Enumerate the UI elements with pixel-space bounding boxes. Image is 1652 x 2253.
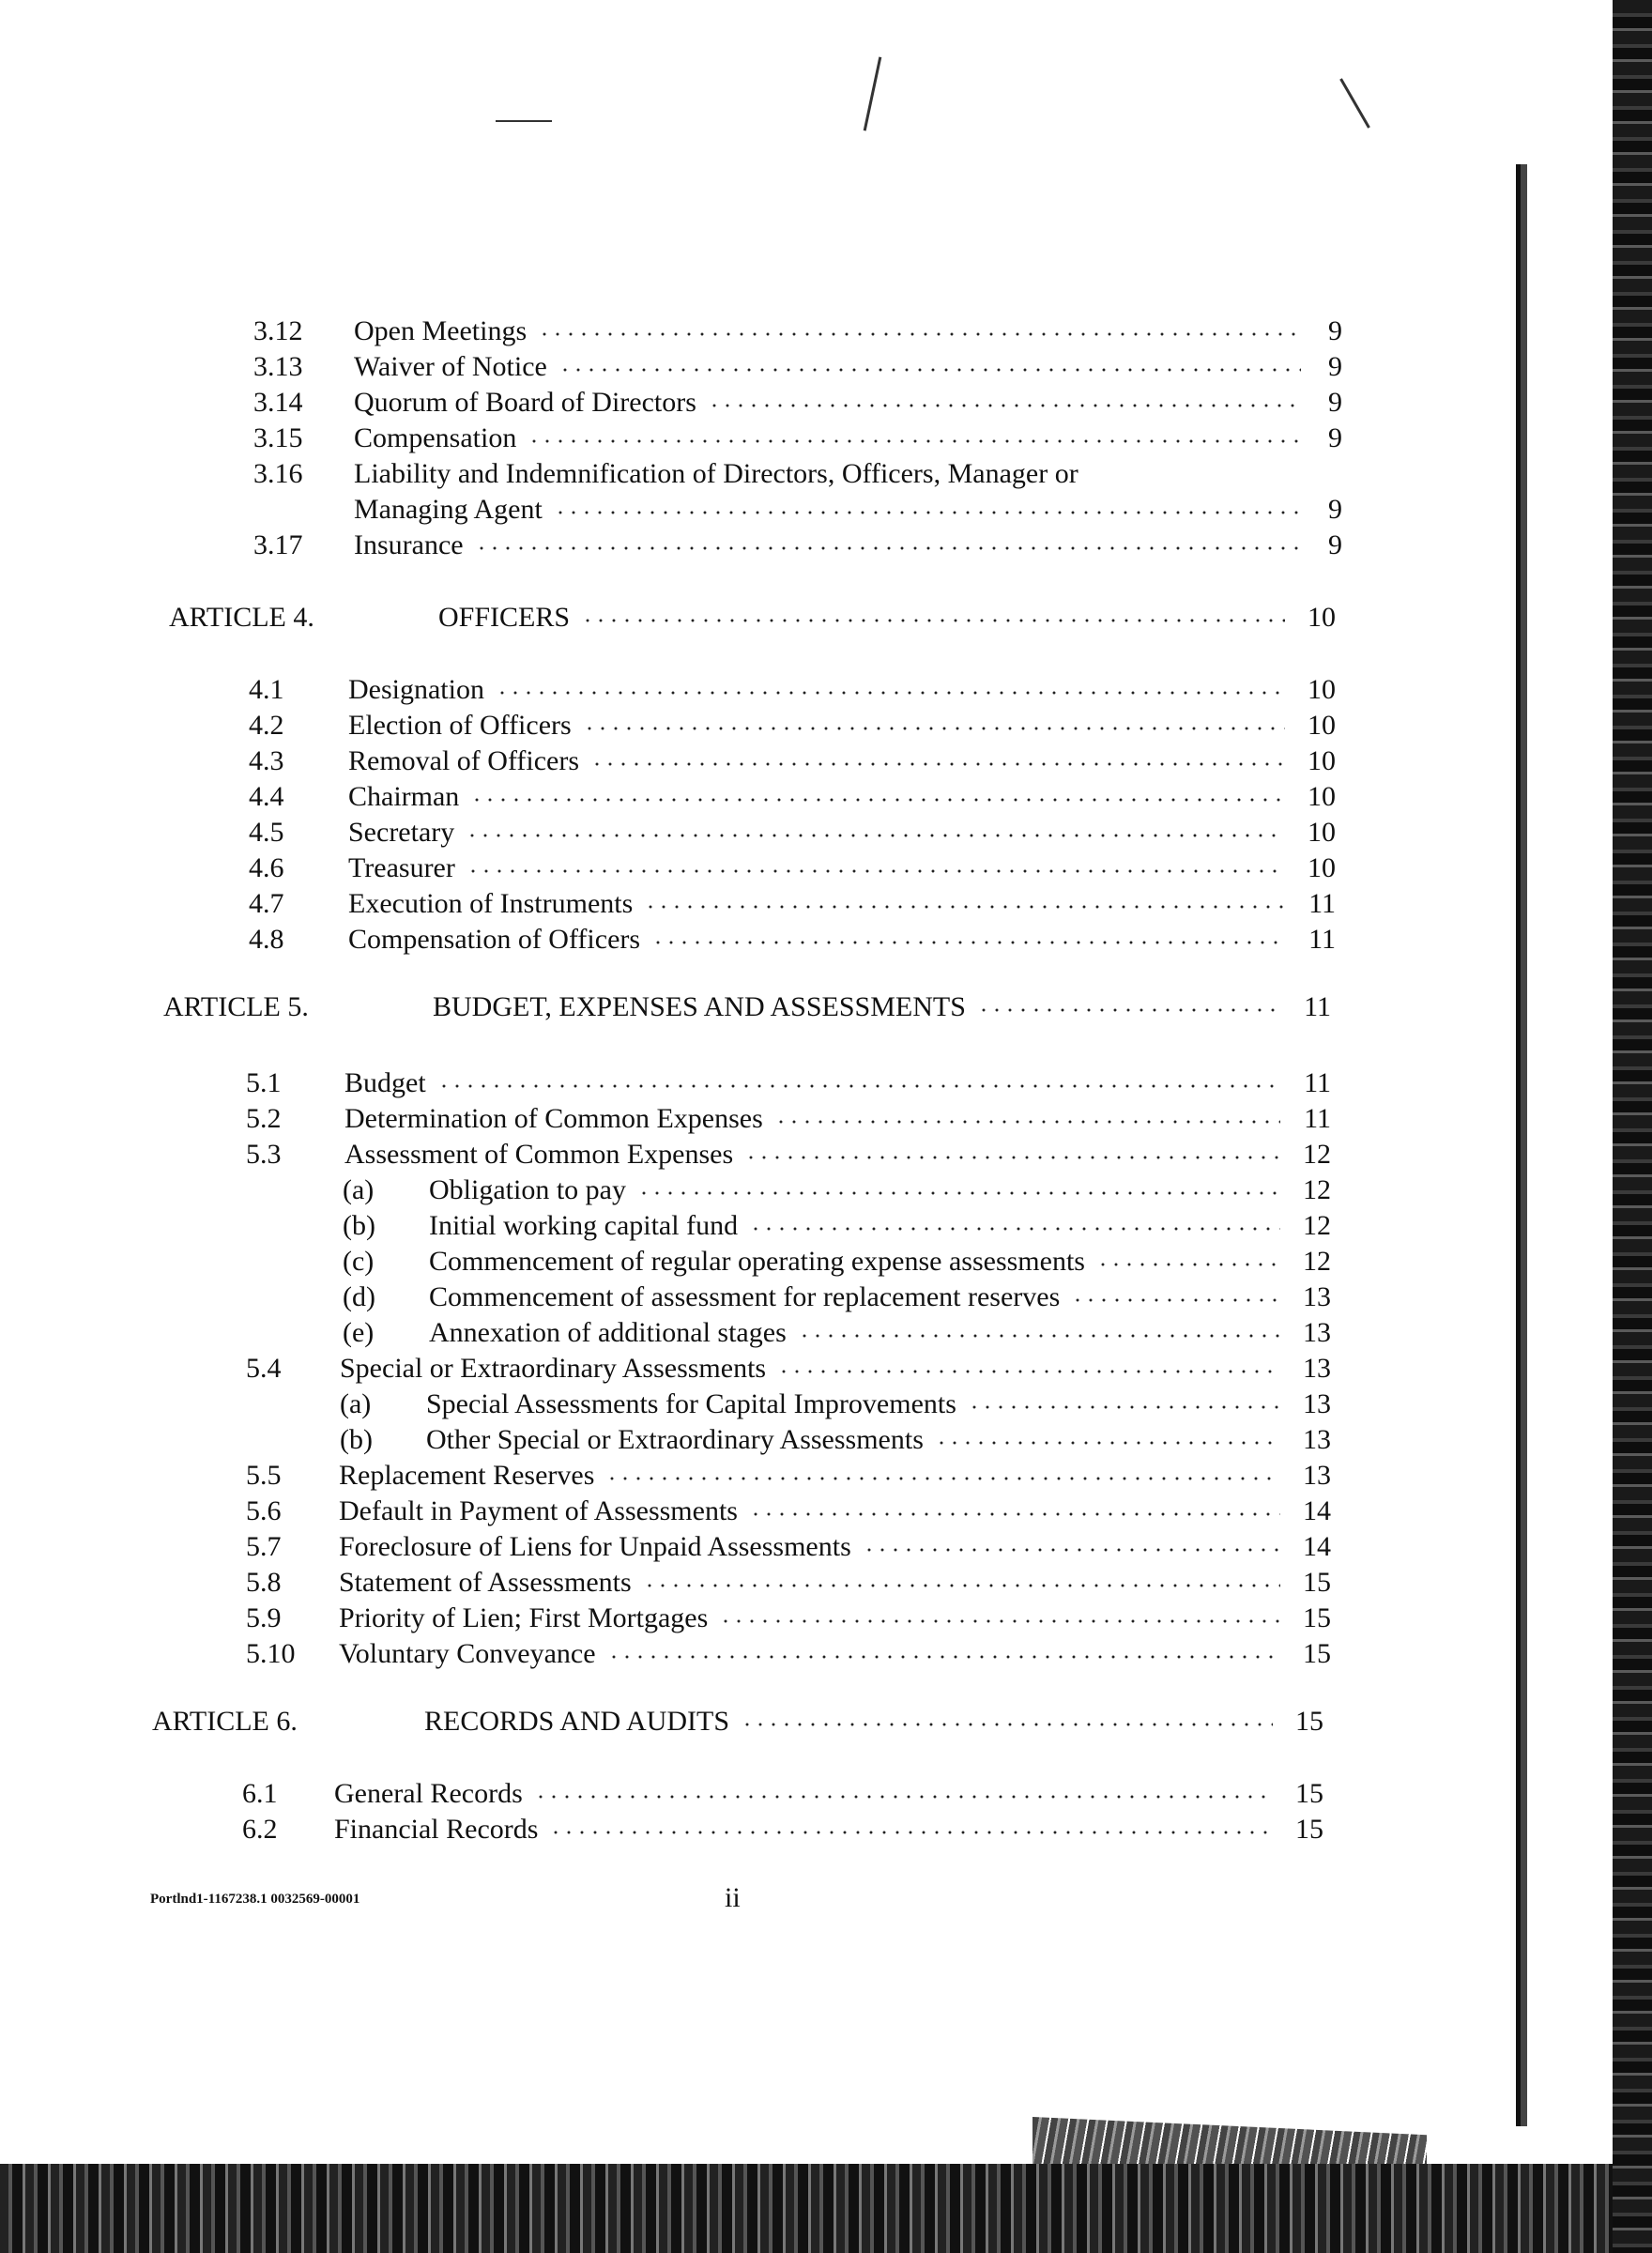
toc-entry xyxy=(249,923,1336,957)
section-number: 5.8 xyxy=(246,1567,282,1598)
leader-dots xyxy=(977,1006,1280,1014)
toc-entry xyxy=(249,780,1336,814)
page-number: 10 xyxy=(1308,817,1336,848)
page-number: 10 xyxy=(1308,710,1336,741)
page-number: 14 xyxy=(1303,1495,1331,1526)
toc-entry xyxy=(249,816,1336,850)
leader-dots xyxy=(749,1510,1280,1518)
toc-subentry xyxy=(343,1173,1331,1207)
section-number: 4.5 xyxy=(249,817,284,848)
section-title: Statement of Assessments xyxy=(339,1567,632,1598)
toc-entry xyxy=(242,1777,1323,1811)
page-number: 11 xyxy=(1304,1103,1331,1134)
subsection-title: Obligation to pay xyxy=(429,1174,626,1205)
section-title: General Records xyxy=(334,1778,523,1809)
section-number: 4.1 xyxy=(249,674,284,705)
subsection-letter: (d) xyxy=(343,1281,375,1312)
leader-dots xyxy=(581,617,1285,624)
article-number: ARTICLE 6. xyxy=(152,1706,298,1737)
page-number: 9 xyxy=(1328,422,1342,453)
toc-entry xyxy=(249,744,1336,778)
article-title: RECORDS AND AUDITS xyxy=(424,1706,730,1737)
section-title: Foreclosure of Liens for Unpaid Assessments xyxy=(339,1531,851,1562)
section-number: 5.9 xyxy=(246,1602,282,1633)
footer-page-number: ii xyxy=(725,1882,741,1913)
page-number: 10 xyxy=(1308,745,1336,776)
scan-edge-right xyxy=(1613,0,1652,2253)
subsection-letter: (a) xyxy=(343,1174,375,1205)
leader-dots xyxy=(534,1793,1273,1801)
section-number: 6.1 xyxy=(242,1778,278,1809)
subsection-letter: (b) xyxy=(343,1210,375,1241)
toc-subentry xyxy=(340,1387,1331,1421)
toc-entry xyxy=(246,1530,1331,1564)
leader-dots xyxy=(1071,1296,1280,1304)
leader-dots xyxy=(863,1546,1280,1554)
page-number: 13 xyxy=(1303,1460,1331,1491)
section-title: Quorum of Board of Directors xyxy=(354,387,696,418)
leader-dots xyxy=(554,509,1301,516)
section-title: Designation xyxy=(348,674,484,705)
section-title: Compensation xyxy=(354,422,517,453)
subsection-title: Initial working capital fund xyxy=(429,1210,739,1241)
toc-entry xyxy=(242,1813,1323,1847)
page-number: 13 xyxy=(1303,1424,1331,1455)
section-number: 5.10 xyxy=(246,1638,296,1669)
article-number: ARTICLE 5. xyxy=(163,991,309,1022)
article-heading xyxy=(163,990,1331,1024)
section-title: Treasurer xyxy=(348,852,455,883)
toc-entry xyxy=(249,851,1336,885)
section-title: Open Meetings xyxy=(354,315,528,346)
page-number: 9 xyxy=(1328,351,1342,382)
section-number: 6.2 xyxy=(242,1814,278,1845)
leader-dots xyxy=(470,796,1285,804)
leader-dots xyxy=(708,402,1301,409)
leader-dots xyxy=(467,867,1285,875)
page-number: 9 xyxy=(1328,315,1342,346)
subsection-title: Commencement of assessment for replacement reserves xyxy=(429,1281,1061,1312)
section-number: 5.7 xyxy=(246,1531,282,1562)
page-number: 11 xyxy=(1308,924,1336,955)
leader-dots xyxy=(437,1082,1280,1090)
page-number: 13 xyxy=(1303,1353,1331,1384)
section-title: Execution of Instruments xyxy=(348,888,634,919)
article-heading xyxy=(152,1705,1323,1739)
section-number: 5.1 xyxy=(246,1067,282,1098)
section-number: 4.6 xyxy=(249,852,284,883)
toc-entry xyxy=(249,709,1336,743)
section-number: 3.17 xyxy=(253,529,303,560)
leader-dots xyxy=(496,689,1285,697)
toc-subentry xyxy=(343,1316,1331,1350)
section-number: 3.15 xyxy=(253,422,303,453)
section-number: 5.2 xyxy=(246,1103,282,1134)
page-number: 12 xyxy=(1303,1210,1331,1241)
section-number: 3.16 xyxy=(253,458,303,489)
section-title: Financial Records xyxy=(334,1814,539,1845)
toc-entry xyxy=(246,1352,1331,1386)
leader-dots xyxy=(749,1225,1280,1233)
toc-entry xyxy=(249,673,1336,707)
toc-entry xyxy=(246,1459,1331,1493)
toc-entry xyxy=(253,529,1342,562)
page-number: 15 xyxy=(1303,1567,1331,1598)
page-number: 15 xyxy=(1295,1706,1323,1737)
toc-entry xyxy=(249,887,1336,921)
leader-dots xyxy=(935,1439,1280,1447)
leader-dots xyxy=(528,437,1301,445)
subsection-title: Annexation of additional stages xyxy=(429,1317,787,1348)
section-number: 5.6 xyxy=(246,1495,282,1526)
page-number: 15 xyxy=(1295,1778,1323,1809)
section-title: Compensation of Officers xyxy=(348,924,641,955)
toc-entry xyxy=(246,1566,1331,1600)
page-number: 9 xyxy=(1328,529,1342,560)
section-title: Chairman xyxy=(348,781,460,812)
page-number: 14 xyxy=(1303,1531,1331,1562)
toc-entry xyxy=(246,1494,1331,1528)
leader-dots xyxy=(968,1403,1280,1411)
section-title: Assessment of Common Expenses xyxy=(344,1139,734,1170)
document-id: Portlnd1-1167238.1 0032569-00001 xyxy=(150,1892,360,1907)
section-title: Liability and Indemnification of Directors, Officers, Manager or xyxy=(354,458,1078,489)
toc-entry xyxy=(246,1066,1331,1100)
section-number: 4.2 xyxy=(249,710,284,741)
leader-dots xyxy=(607,1653,1280,1661)
page-number: 12 xyxy=(1303,1139,1331,1170)
section-title: Priority of Lien; First Mortgages xyxy=(339,1602,709,1633)
toc-entry xyxy=(246,1637,1331,1671)
page-number: 15 xyxy=(1303,1638,1331,1669)
leader-dots xyxy=(651,939,1285,946)
page-number: 9 xyxy=(1328,387,1342,418)
toc-subentry xyxy=(340,1423,1331,1457)
section-number: 4.7 xyxy=(249,888,284,919)
section-title: Insurance xyxy=(354,529,464,560)
leader-dots xyxy=(466,832,1285,839)
leader-dots xyxy=(744,1154,1280,1161)
section-title: Replacement Reserves xyxy=(339,1460,595,1491)
page-number: 10 xyxy=(1308,674,1336,705)
subsection-title: Commencement of regular operating expense assessments xyxy=(429,1246,1085,1277)
subsection-title: Other Special or Extraordinary Assessments xyxy=(426,1424,924,1455)
section-title: Budget xyxy=(344,1067,426,1098)
toc-entry-line1 xyxy=(253,457,1078,491)
section-number: 4.3 xyxy=(249,745,284,776)
section-title: Default in Payment of Assessments xyxy=(339,1495,738,1526)
leader-dots xyxy=(777,1368,1280,1375)
leader-dots xyxy=(590,760,1285,768)
page-number: 11 xyxy=(1308,888,1336,919)
article-title: BUDGET, EXPENSES AND ASSESSMENTS xyxy=(433,991,966,1022)
toc-subentry xyxy=(343,1245,1331,1279)
leader-dots xyxy=(719,1617,1280,1625)
section-number: 4.8 xyxy=(249,924,284,955)
article-number: ARTICLE 4. xyxy=(169,602,314,633)
section-title: Voluntary Conveyance xyxy=(339,1638,596,1669)
page-number: 13 xyxy=(1303,1317,1331,1348)
leader-dots xyxy=(644,903,1285,911)
page-number: 15 xyxy=(1295,1814,1323,1845)
section-title-cont: Managing Agent xyxy=(354,494,543,525)
page-number: 15 xyxy=(1303,1602,1331,1633)
page-number: 10 xyxy=(1308,852,1336,883)
section-number: 4.4 xyxy=(249,781,284,812)
leader-dots xyxy=(538,330,1301,338)
toc-entry xyxy=(246,1102,1331,1136)
toc-entry xyxy=(253,350,1342,384)
leader-dots xyxy=(475,544,1301,552)
page-number: 10 xyxy=(1308,602,1336,633)
scan-edge-bottom xyxy=(0,2164,1613,2253)
leader-dots xyxy=(583,725,1285,732)
section-number: 5.3 xyxy=(246,1139,282,1170)
section-number: 5.5 xyxy=(246,1460,282,1491)
page-number: 11 xyxy=(1304,1067,1331,1098)
section-title: Removal of Officers xyxy=(348,745,580,776)
leader-dots xyxy=(798,1332,1280,1340)
section-number: 3.12 xyxy=(253,315,303,346)
subsection-letter: (e) xyxy=(343,1317,375,1348)
page-number: 9 xyxy=(1328,494,1342,525)
section-title: Special or Extraordinary Assessments xyxy=(340,1353,767,1384)
leader-dots xyxy=(549,1829,1273,1836)
article-title: OFFICERS xyxy=(438,602,571,633)
section-title: Waiver of Notice xyxy=(354,351,547,382)
subsection-letter: (b) xyxy=(340,1424,373,1455)
leader-dots xyxy=(643,1582,1280,1589)
leader-dots xyxy=(774,1118,1280,1126)
section-number: 3.14 xyxy=(253,387,303,418)
article-heading xyxy=(169,601,1336,635)
toc-entry xyxy=(253,421,1342,455)
toc-subentry xyxy=(343,1280,1331,1314)
leader-dots xyxy=(558,366,1301,374)
toc-subentry xyxy=(343,1209,1331,1243)
toc-entry xyxy=(253,386,1342,420)
subsection-letter: (a) xyxy=(340,1388,372,1419)
toc-entry-line2 xyxy=(354,493,1342,527)
section-number: 5.4 xyxy=(246,1353,282,1384)
page-number: 10 xyxy=(1308,781,1336,812)
section-title: Secretary xyxy=(348,817,455,848)
leader-dots xyxy=(741,1721,1273,1728)
page-number: 12 xyxy=(1303,1174,1331,1205)
toc-entry xyxy=(246,1138,1331,1172)
subsection-title: Special Assessments for Capital Improvements xyxy=(426,1388,956,1419)
page-number: 12 xyxy=(1303,1246,1331,1277)
subsection-letter: (c) xyxy=(343,1246,375,1277)
page-number: 11 xyxy=(1304,991,1331,1022)
section-title: Determination of Common Expenses xyxy=(344,1103,763,1134)
section-title: Election of Officers xyxy=(348,710,572,741)
leader-dots xyxy=(1096,1261,1280,1268)
leader-dots xyxy=(605,1475,1280,1482)
toc-entry xyxy=(246,1602,1331,1635)
section-number: 3.13 xyxy=(253,351,303,382)
page-number: 13 xyxy=(1303,1388,1331,1419)
page-number: 13 xyxy=(1303,1281,1331,1312)
toc-entry xyxy=(253,314,1342,348)
leader-dots xyxy=(637,1189,1280,1197)
